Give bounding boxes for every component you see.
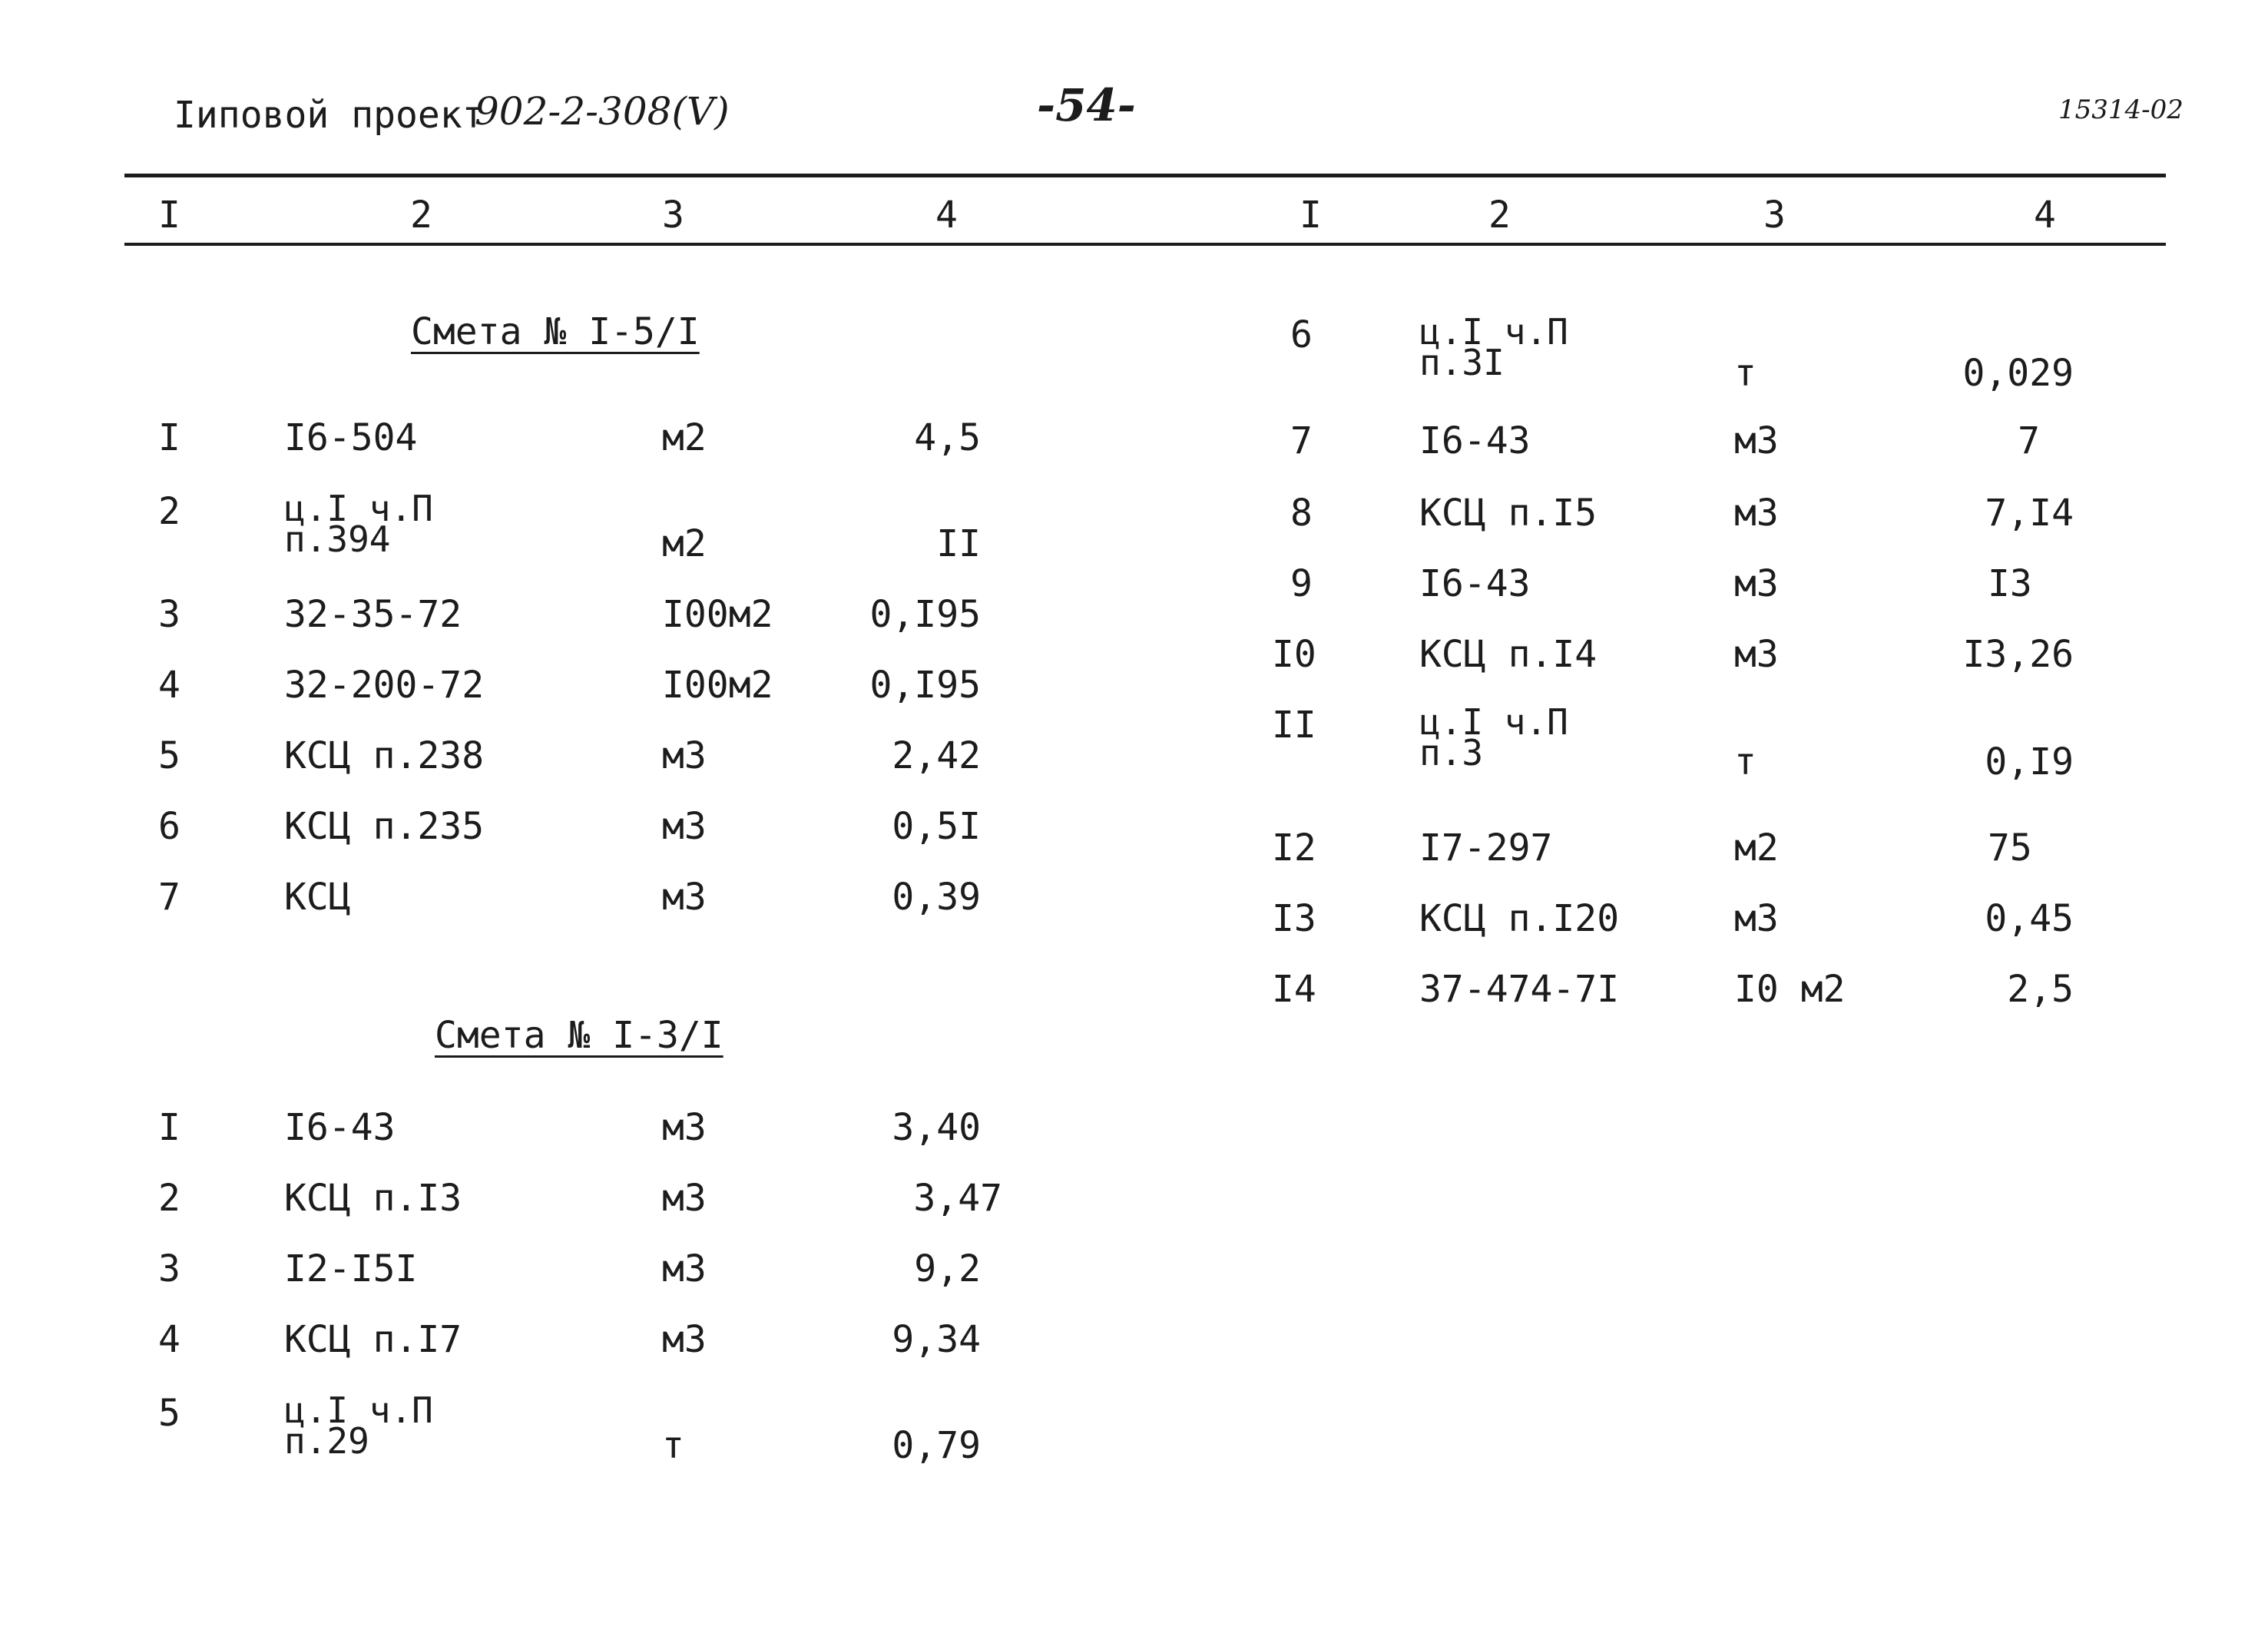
row-unit: м3 (1734, 492, 1779, 535)
row-code: I2-I5I (284, 1247, 418, 1290)
row-unit: м3 (1734, 633, 1779, 676)
row-number: 6 (158, 805, 180, 848)
column-header-1-right: I (1300, 194, 1322, 237)
row-number: 7 (158, 876, 180, 919)
row-unit: т (1734, 352, 1756, 395)
row-number: 5 (158, 734, 180, 777)
row-unit: I00м2 (662, 593, 773, 636)
row-quantity: 0,I95 (869, 664, 981, 707)
row-number: 4 (158, 1318, 180, 1361)
column-header-2-left: 2 (410, 194, 432, 237)
row-quantity: 9,34 (892, 1318, 981, 1361)
row-unit: м3 (662, 1106, 707, 1149)
row-quantity: 75 (1988, 826, 2032, 869)
table-header-bottom-rule (124, 243, 2166, 246)
row-code: КСЦ (284, 876, 351, 919)
row-quantity: 0,029 (1962, 352, 2074, 395)
row-number: I3 (1272, 897, 1316, 940)
row-quantity: 2,5 (2007, 968, 2074, 1011)
table-top-rule (124, 174, 2166, 177)
row-quantity: 3,47 (913, 1177, 1002, 1220)
row-code: I6-504 (284, 416, 418, 459)
row-quantity: 0,I95 (869, 593, 981, 636)
row-unit: м3 (1734, 897, 1779, 940)
column-header-3-left: 3 (662, 194, 684, 237)
row-number: I0 (1272, 633, 1316, 676)
row-code: КСЦ п.I5 (1419, 492, 1598, 535)
row-code: 32-200-72 (284, 664, 485, 707)
row-unit: т (662, 1424, 684, 1467)
row-number: 6 (1290, 313, 1313, 356)
row-code: КСЦ п.235 (284, 805, 485, 848)
column-header-1-left: I (158, 194, 180, 237)
row-unit: м3 (1734, 562, 1779, 605)
row-quantity: I3 (1988, 562, 2032, 605)
column-header-3-right: 3 (1763, 194, 1786, 237)
row-number: I2 (1272, 826, 1316, 869)
row-number: II (1272, 704, 1316, 747)
row-number: I (158, 416, 180, 459)
row-code: ц.I ч.П п.394 (284, 488, 433, 560)
row-quantity: 2,42 (892, 734, 981, 777)
row-quantity: 0,39 (892, 876, 981, 919)
row-quantity: 7 (2018, 419, 2040, 462)
section-title: Смета № I-5/I (411, 310, 700, 353)
row-quantity: 3,40 (892, 1106, 981, 1149)
row-unit: м2 (1734, 826, 1779, 869)
row-code: ц.I ч.П п.3 (1419, 701, 1568, 773)
row-unit: м3 (662, 1247, 707, 1290)
row-number: 7 (1290, 419, 1313, 462)
archive-code: 15314-02 (2058, 94, 2184, 125)
row-number: I (158, 1106, 180, 1149)
row-quantity: 9,2 (914, 1247, 981, 1290)
row-quantity: 0,I9 (1985, 740, 2074, 783)
row-number: 8 (1290, 492, 1313, 535)
row-unit: м2 (662, 522, 707, 565)
row-number: I4 (1272, 968, 1316, 1011)
row-quantity: 7,I4 (1985, 492, 2074, 535)
row-code: КСЦ п.238 (284, 734, 485, 777)
row-quantity: I3,26 (1962, 633, 2074, 676)
row-unit: м3 (662, 1318, 707, 1361)
row-unit: м3 (662, 876, 707, 919)
row-unit: I00м2 (662, 664, 773, 707)
row-unit: м3 (662, 805, 707, 848)
row-quantity: 0,79 (892, 1424, 981, 1467)
row-unit: м2 (662, 416, 707, 459)
column-header-4-left: 4 (935, 194, 958, 237)
row-code: 32-35-72 (284, 593, 462, 636)
row-number: 5 (158, 1392, 180, 1435)
row-code: КСЦ п.I20 (1419, 897, 1620, 940)
row-code: I6-43 (284, 1106, 396, 1149)
row-unit: I0 м2 (1734, 968, 1846, 1011)
row-quantity: II (936, 522, 981, 565)
row-code: КСЦ п.I7 (284, 1318, 462, 1361)
row-code: КСЦ п.I4 (1419, 633, 1598, 676)
row-quantity: 0,45 (1985, 897, 2074, 940)
row-code: ц.I ч.П п.29 (284, 1390, 433, 1462)
row-code: ц.I ч.П п.3I (1419, 311, 1568, 383)
row-number: 2 (158, 1177, 180, 1220)
project-code: 902-2-308(Ⅴ) (475, 89, 730, 134)
row-number: 3 (158, 1247, 180, 1290)
row-quantity: 4,5 (914, 416, 981, 459)
column-header-2-right: 2 (1488, 194, 1511, 237)
row-code: I6-43 (1419, 562, 1531, 605)
row-number: 9 (1290, 562, 1313, 605)
row-unit: м3 (1734, 419, 1779, 462)
row-code: КСЦ п.I3 (284, 1177, 462, 1220)
row-code: 37-474-7I (1419, 968, 1620, 1011)
section-title: Смета № I-3/I (435, 1014, 723, 1057)
project-label: Іиповой проект (174, 94, 485, 137)
row-unit: м3 (662, 1177, 707, 1220)
row-code: I7-297 (1419, 826, 1553, 869)
row-code: I6-43 (1419, 419, 1531, 462)
row-number: 2 (158, 490, 180, 533)
row-number: 4 (158, 664, 180, 707)
column-header-4-right: 4 (2034, 194, 2056, 237)
row-unit: м3 (662, 734, 707, 777)
row-quantity: 0,5I (892, 805, 981, 848)
page-number: -54- (1037, 79, 1136, 131)
row-unit: т (1734, 740, 1756, 783)
row-number: 3 (158, 593, 180, 636)
